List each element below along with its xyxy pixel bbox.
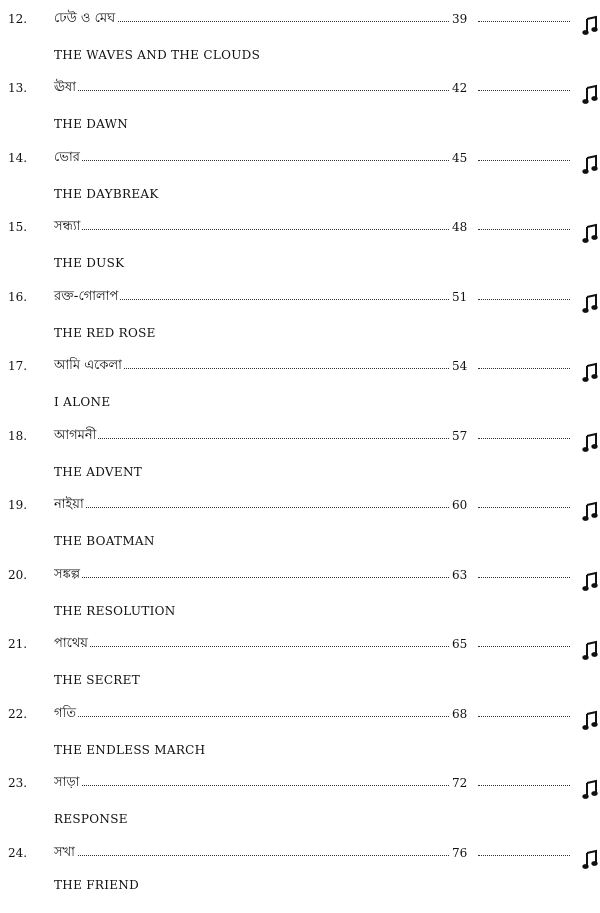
page-number: 42: [452, 78, 476, 98]
dot-leader: [478, 21, 570, 22]
music-note-icon: [582, 362, 598, 384]
dot-leader: [54, 507, 449, 508]
dot-leader: [478, 90, 570, 91]
page-number: 57: [452, 426, 476, 446]
dot-leader: [478, 507, 570, 508]
music-note-icon: [582, 501, 598, 523]
bengali-title: ঊষা: [54, 78, 78, 98]
dot-leader: [478, 229, 570, 230]
music-note-icon: [582, 15, 598, 37]
toc-entry: [0, 148, 600, 218]
bengali-title: পাথেয়: [54, 634, 90, 654]
page-number: 63: [452, 565, 476, 585]
page-number: 45: [452, 148, 476, 168]
dot-leader: [54, 577, 449, 578]
dot-leader: [478, 785, 570, 786]
toc-entry: [0, 217, 600, 287]
dot-leader: [478, 299, 570, 300]
entry-number: 24.: [8, 846, 28, 860]
bengali-title: সখা: [54, 843, 77, 863]
bengali-title: রক্ত-গোলাপ: [54, 287, 120, 307]
dot-leader: [54, 229, 449, 230]
entry-number: 16.: [8, 290, 28, 304]
toc-entry: [0, 634, 600, 704]
toc-entry: [0, 287, 600, 357]
toc-entry: [0, 9, 600, 79]
dot-leader: [478, 438, 570, 439]
entry-number: 18.: [8, 429, 28, 443]
toc-entry: [0, 704, 600, 774]
dot-leader: [478, 577, 570, 578]
page-number: 39: [452, 9, 476, 29]
entry-number: 20.: [8, 568, 28, 582]
dot-leader: [54, 716, 449, 717]
music-note-icon: [582, 223, 598, 245]
entry-number: 23.: [8, 776, 28, 790]
english-title: THE BOATMAN: [54, 534, 155, 548]
entry-number: 19.: [8, 498, 28, 512]
dot-leader: [54, 438, 449, 439]
bengali-title: ভোর: [54, 148, 82, 168]
bengali-title: গতি: [54, 704, 78, 724]
english-title: THE DAWN: [54, 117, 129, 131]
english-title: THE ENDLESS MARCH: [54, 743, 206, 757]
page-number: 65: [452, 634, 476, 654]
bengali-title: আগমনী: [54, 426, 98, 446]
dot-leader: [478, 646, 570, 647]
page-number: 48: [452, 217, 476, 237]
page-number: 51: [452, 287, 476, 307]
english-title: I ALONE: [54, 395, 111, 409]
music-note-icon: [582, 84, 598, 106]
dot-leader: [478, 716, 570, 717]
english-title: THE DAYBREAK: [54, 187, 159, 201]
toc-entry: [0, 356, 600, 426]
music-note-icon: [582, 849, 598, 871]
entry-number: 12.: [8, 12, 28, 26]
toc-entry: [0, 773, 600, 843]
english-title: RESPONSE: [54, 812, 128, 826]
english-title: THE RESOLUTION: [54, 604, 176, 618]
page-number: 54: [452, 356, 476, 376]
bengali-title: সন্ধ্যা: [54, 217, 82, 237]
music-note-icon: [582, 293, 598, 315]
toc-entry: [0, 495, 600, 565]
bengali-title: ঢেউ ও মেঘ: [54, 9, 117, 29]
entry-number: 22.: [8, 707, 28, 721]
toc-entry: [0, 78, 600, 148]
music-note-icon: [582, 154, 598, 176]
dot-leader: [478, 368, 570, 369]
page-number: 76: [452, 843, 476, 863]
bengali-title: আমি একেলা: [54, 356, 124, 376]
toc-entry: [0, 426, 600, 496]
page-number: 68: [452, 704, 476, 724]
english-title: THE DUSK: [54, 256, 125, 270]
entry-number: 15.: [8, 220, 28, 234]
english-title: THE RED ROSE: [54, 326, 156, 340]
english-title: THE SECRET: [54, 673, 141, 687]
entry-number: 21.: [8, 637, 28, 651]
dot-leader: [478, 855, 570, 856]
dot-leader: [54, 160, 449, 161]
dot-leader: [54, 785, 449, 786]
dot-leader: [54, 855, 449, 856]
music-note-icon: [582, 710, 598, 732]
english-title: THE FRIEND: [54, 878, 140, 892]
entry-number: 13.: [8, 81, 28, 95]
entry-number: 14.: [8, 151, 28, 165]
page-number: 60: [452, 495, 476, 515]
toc-entry: [0, 843, 600, 913]
bengali-title: নাইয়া: [54, 495, 86, 515]
bengali-title: সাড়া: [54, 773, 81, 793]
page-number: 72: [452, 773, 476, 793]
music-note-icon: [582, 640, 598, 662]
english-title: THE ADVENT: [54, 465, 143, 479]
entry-number: 17.: [8, 359, 28, 373]
music-note-icon: [582, 571, 598, 593]
dot-leader: [54, 646, 449, 647]
dot-leader: [478, 160, 570, 161]
english-title: THE WAVES AND THE CLOUDS: [54, 48, 261, 62]
toc-entry: [0, 565, 600, 635]
bengali-title: সঙ্কল্প: [54, 565, 82, 585]
dot-leader: [54, 90, 449, 91]
music-note-icon: [582, 432, 598, 454]
music-note-icon: [582, 779, 598, 801]
